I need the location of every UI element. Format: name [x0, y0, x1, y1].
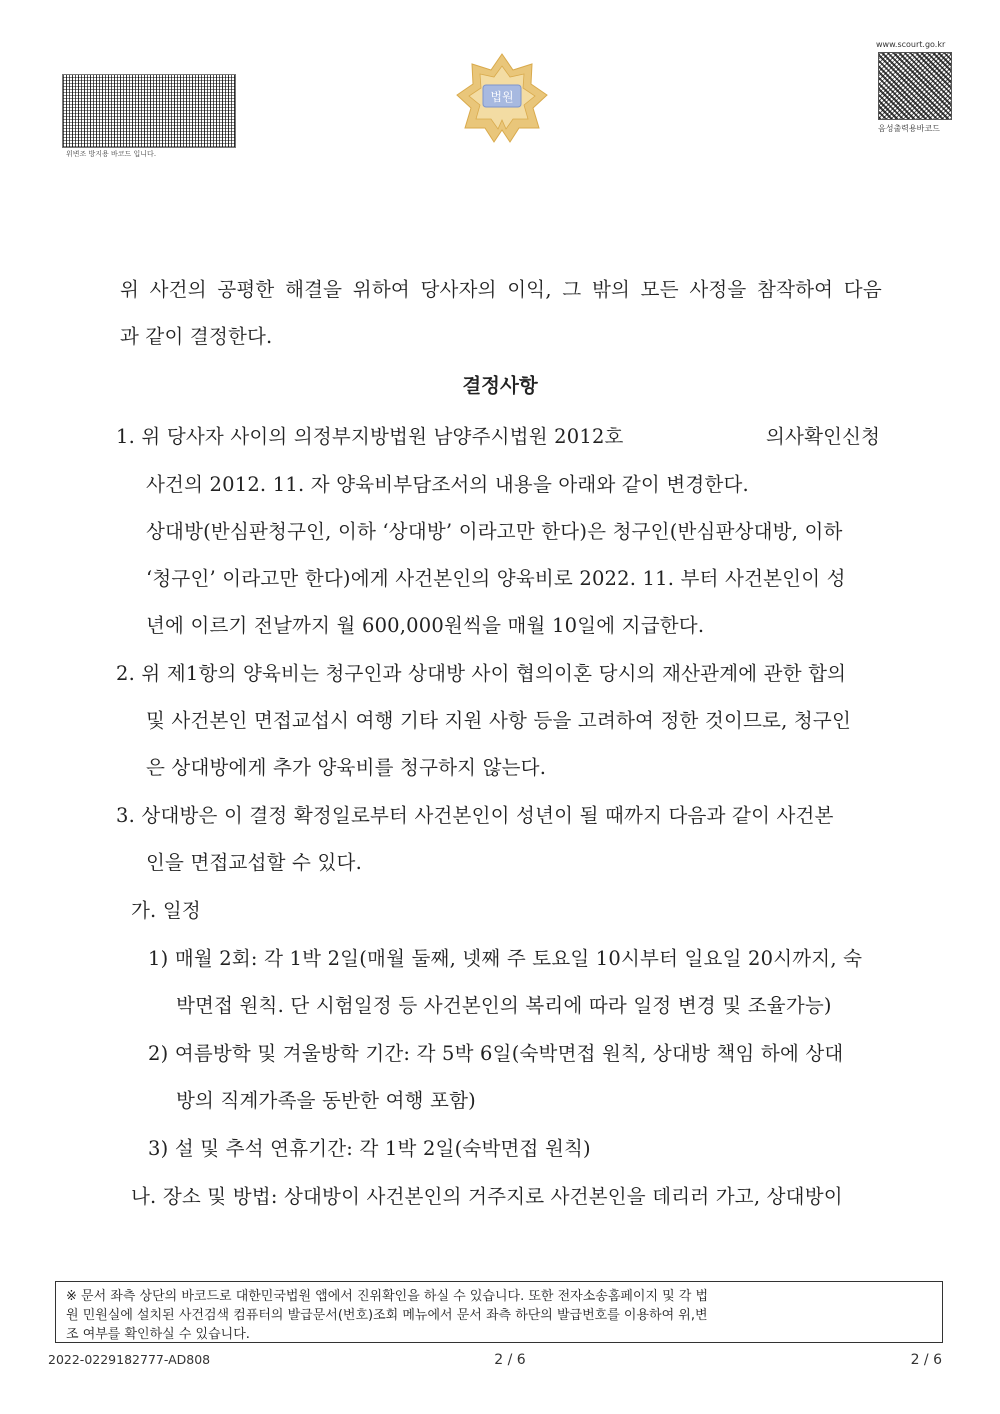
notice-line-1: ※ 문서 좌측 상단의 바코드로 대한민국법원 앱에서 진위확인을 하실 수 있습니다. 또한 전자소송홈페이지 및 각 법: [66, 1289, 709, 1304]
notice-line-2: 원 민원실에 설치된 사건검색 컴퓨터의 발급문서(번호)조회 메뉴에서 문서 좌측 하단의 발급번호를 이용하여 위,변: [66, 1308, 708, 1323]
item-2-line-1: 2. 위 제1항의 양육비는 청구인과 상대방 사이 협의이혼 당시의 재산관계에 관한 합의: [116, 662, 847, 685]
schedule-1-line-1: 1) 매월 2회: 각 1박 2일(매월 둘째, 넷째 주 토요일 10시부터 일요일 20시까지, 숙: [148, 947, 863, 970]
subsection-ga: 가. 일정: [131, 899, 201, 922]
item-1-line-4: ‘청구인’ 이라고만 한다)에게 사건본인의 양육비로 2022. 11. 부터 사건본인이 성: [146, 567, 846, 590]
item-2-line-3: 은 상대방에게 추가 양육비를 청구하지 않는다.: [146, 756, 547, 779]
notice-line-3: 조 여부를 확인하실 수 있습니다.: [66, 1327, 250, 1342]
page-number-right: 2 / 6: [910, 1352, 942, 1368]
item-1-line-2: 사건의 2012. 11. 자 양육비부담조서의 내용을 아래와 같이 변경한다.: [146, 473, 749, 496]
verification-notice: [55, 1281, 943, 1343]
court-emblem: [455, 50, 549, 144]
item-1-line-3: 상대방(반심판청구인, 이하 ‘상대방’ 이라고만 한다)은 청구인(반심판상대방, 이하: [146, 520, 843, 543]
schedule-1-line-2: 박면접 원칙. 단 시험일정 등 사건본인의 복리에 따라 일정 변경 및 조율가능): [176, 994, 832, 1017]
court-website-url: www.scourt.go.kr: [876, 40, 946, 49]
decision-heading: 결정사항: [462, 374, 538, 397]
schedule-3: 3) 설 및 추석 연휴기간: 각 1박 2일(숙박면접 원칙): [148, 1137, 591, 1160]
item-3-line-1: 3. 상대방은 이 결정 확정일로부터 사건본인이 성년이 될 때까지 다음과 같이 사건본: [116, 804, 834, 827]
audio-output-qr-code: [878, 52, 952, 120]
item-1-line-5: 년에 이르기 전날까지 월 600,000원씩을 매월 10일에 지급한다.: [146, 614, 705, 637]
issue-number: 2022-0229182777-AD808: [48, 1352, 211, 1367]
item-1-line-1a: 1. 위 당사자 사이의 의정부지방법원 남양주시법원 2012호: [116, 425, 624, 448]
schedule-2-line-1: 2) 여름방학 및 겨울방학 기간: 각 5박 6일(숙박면접 원칙, 상대방 책임 하에 상대: [148, 1042, 844, 1065]
schedule-2-line-2: 방의 직계가족을 동반한 여행 포함): [176, 1089, 476, 1112]
subsection-na: 나. 장소 및 방법: 상대방이 사건본인의 거주지로 사건본인을 데리러 가고, 상대방이: [131, 1185, 843, 1208]
intro-line-2: 과 같이 결정한다.: [120, 325, 273, 348]
item-3-line-2: 인을 면접교섭할 수 있다.: [146, 851, 362, 874]
item-2-line-2: 및 사건본인 면접교섭시 여행 기타 지원 사항 등을 고려하여 정한 것이므로, 청구인: [146, 709, 852, 732]
item-1-line-1b: 의사확인신청: [766, 425, 881, 448]
verification-barcode: [62, 74, 236, 148]
emblem-label: 법원: [490, 90, 514, 104]
barcode-caption: 위변조 방지용 바코드 입니다.: [66, 150, 157, 158]
intro-line-1: 위 사건의 공평한 해결을 위하여 당사자의 이익, 그 밖의 모든 사정을 참작하여 다음: [120, 278, 882, 301]
page-number-center: 2 / 6: [494, 1352, 526, 1368]
qr-caption: 음성출력용바코드: [878, 124, 940, 133]
